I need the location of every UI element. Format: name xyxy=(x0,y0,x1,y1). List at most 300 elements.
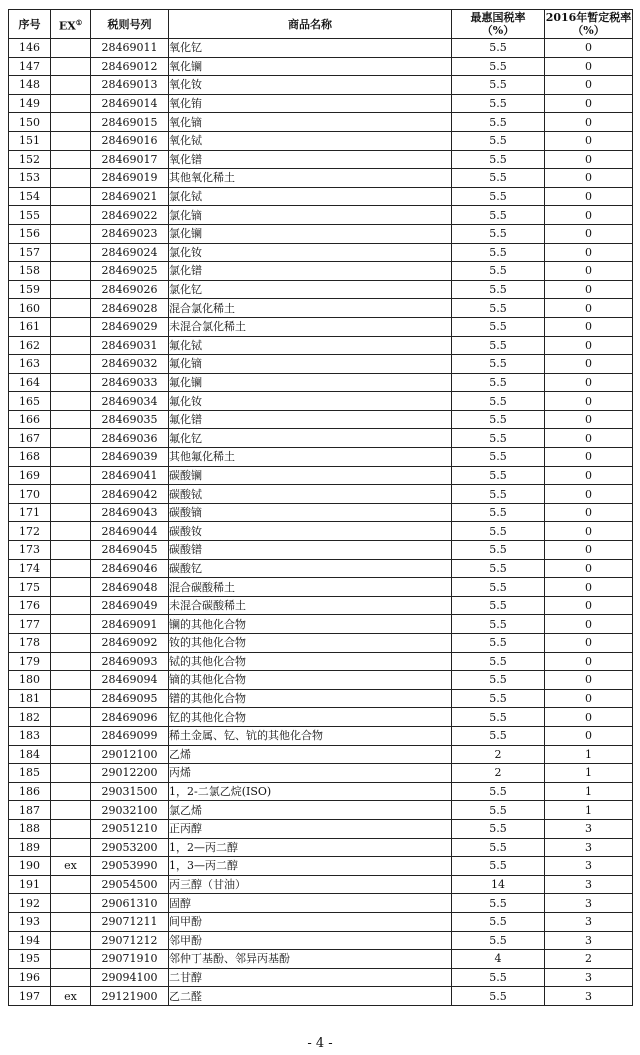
cell-mfn-rate: 2 xyxy=(452,745,545,764)
cell-code: 29121900 xyxy=(91,987,169,1006)
cell-ex xyxy=(51,113,91,132)
cell-ex xyxy=(51,745,91,764)
cell-code: 28469041 xyxy=(91,466,169,485)
cell-ex xyxy=(51,429,91,448)
cell-mfn-rate: 5.5 xyxy=(452,578,545,597)
cell-ex xyxy=(51,169,91,188)
table-row xyxy=(9,466,633,485)
cell-seq: 187 xyxy=(9,801,51,820)
cell-seq: 161 xyxy=(9,317,51,336)
cell-seq: 150 xyxy=(9,113,51,132)
cell-ex xyxy=(51,448,91,467)
cell-code: 29094100 xyxy=(91,968,169,987)
cell-mfn-rate: 5.5 xyxy=(452,187,545,206)
cell-provisional-rate: 0 xyxy=(545,559,633,578)
table-row xyxy=(9,615,633,634)
cell-provisional-rate: 3 xyxy=(545,875,633,894)
table-row xyxy=(9,782,633,801)
cell-ex xyxy=(51,541,91,560)
cell-name: 氯化镝 xyxy=(169,206,452,225)
cell-mfn-rate: 5.5 xyxy=(452,39,545,58)
cell-mfn-rate: 5.5 xyxy=(452,392,545,411)
cell-name: 氯化镨 xyxy=(169,262,452,281)
cell-ex xyxy=(51,131,91,150)
cell-provisional-rate: 0 xyxy=(545,336,633,355)
cell-mfn-rate: 5.5 xyxy=(452,224,545,243)
cell-code: 28469022 xyxy=(91,206,169,225)
cell-name: 邻甲酚 xyxy=(169,931,452,950)
cell-name: 氧化镧 xyxy=(169,57,452,76)
cell-provisional-rate: 0 xyxy=(545,224,633,243)
table-header-row xyxy=(9,10,633,39)
cell-ex xyxy=(51,726,91,745)
cell-code: 28469029 xyxy=(91,317,169,336)
cell-ex xyxy=(51,373,91,392)
cell-provisional-rate: 0 xyxy=(545,187,633,206)
cell-seq: 168 xyxy=(9,448,51,467)
header-ex xyxy=(51,10,91,39)
cell-name: 碳酸钕 xyxy=(169,522,452,541)
cell-code: 28469091 xyxy=(91,615,169,634)
cell-provisional-rate: 0 xyxy=(545,373,633,392)
cell-seq: 159 xyxy=(9,280,51,299)
cell-ex xyxy=(51,94,91,113)
cell-ex xyxy=(51,652,91,671)
cell-code: 28469031 xyxy=(91,336,169,355)
cell-seq: 176 xyxy=(9,596,51,615)
cell-mfn-rate: 5.5 xyxy=(452,987,545,1006)
cell-ex xyxy=(51,262,91,281)
cell-mfn-rate: 5.5 xyxy=(452,522,545,541)
cell-mfn-rate: 5.5 xyxy=(452,373,545,392)
cell-name: 氧化铽 xyxy=(169,131,452,150)
table-row xyxy=(9,912,633,931)
cell-code: 28469033 xyxy=(91,373,169,392)
cell-ex xyxy=(51,206,91,225)
cell-mfn-rate: 4 xyxy=(452,950,545,969)
cell-code: 28469036 xyxy=(91,429,169,448)
cell-provisional-rate: 1 xyxy=(545,764,633,783)
table-row xyxy=(9,559,633,578)
cell-mfn-rate: 5.5 xyxy=(452,596,545,615)
table-row xyxy=(9,931,633,950)
cell-code: 28469045 xyxy=(91,541,169,560)
cell-name: 1，3—丙二醇 xyxy=(169,857,452,876)
cell-provisional-rate: 0 xyxy=(545,262,633,281)
cell-code: 28469025 xyxy=(91,262,169,281)
cell-provisional-rate: 0 xyxy=(545,280,633,299)
table-row xyxy=(9,187,633,206)
cell-provisional-rate: 0 xyxy=(545,671,633,690)
cell-mfn-rate: 5.5 xyxy=(452,857,545,876)
cell-name: 乙二醛 xyxy=(169,987,452,1006)
cell-mfn-rate: 5.5 xyxy=(452,280,545,299)
cell-mfn-rate: 5.5 xyxy=(452,243,545,262)
cell-code: 28469024 xyxy=(91,243,169,262)
table-row xyxy=(9,485,633,504)
cell-ex xyxy=(51,764,91,783)
cell-ex xyxy=(51,689,91,708)
cell-name: 丙烯 xyxy=(169,764,452,783)
cell-name: 氟化铽 xyxy=(169,336,452,355)
cell-mfn-rate: 5.5 xyxy=(452,894,545,913)
cell-ex xyxy=(51,280,91,299)
cell-seq: 172 xyxy=(9,522,51,541)
cell-ex xyxy=(51,336,91,355)
cell-mfn-rate: 5.5 xyxy=(452,150,545,169)
cell-code: 28469048 xyxy=(91,578,169,597)
cell-mfn-rate: 5.5 xyxy=(452,689,545,708)
table-row xyxy=(9,875,633,894)
table-row xyxy=(9,113,633,132)
cell-name: 氯化铽 xyxy=(169,187,452,206)
cell-name: 钕的其他化合物 xyxy=(169,634,452,653)
cell-code: 28469039 xyxy=(91,448,169,467)
cell-code: 29012200 xyxy=(91,764,169,783)
table-row xyxy=(9,76,633,95)
cell-name: 氟化镝 xyxy=(169,355,452,374)
cell-provisional-rate: 0 xyxy=(545,317,633,336)
cell-mfn-rate: 5.5 xyxy=(452,57,545,76)
cell-provisional-rate: 0 xyxy=(545,689,633,708)
cell-provisional-rate: 0 xyxy=(545,485,633,504)
cell-name: 乙烯 xyxy=(169,745,452,764)
cell-name: 稀土金属、钇、钪的其他化合物 xyxy=(169,726,452,745)
table-row xyxy=(9,317,633,336)
cell-code: 28469026 xyxy=(91,280,169,299)
table-row xyxy=(9,206,633,225)
cell-seq: 166 xyxy=(9,410,51,429)
cell-seq: 189 xyxy=(9,838,51,857)
cell-code: 28469096 xyxy=(91,708,169,727)
cell-ex xyxy=(51,559,91,578)
cell-seq: 179 xyxy=(9,652,51,671)
cell-name: 正丙醇 xyxy=(169,819,452,838)
cell-name: 氧化钇 xyxy=(169,39,452,58)
cell-mfn-rate: 5.5 xyxy=(452,708,545,727)
cell-code: 29054500 xyxy=(91,875,169,894)
cell-mfn-rate: 5.5 xyxy=(452,355,545,374)
table-row xyxy=(9,652,633,671)
cell-provisional-rate: 0 xyxy=(545,299,633,318)
cell-mfn-rate: 5.5 xyxy=(452,262,545,281)
cell-name: 其他氧化稀土 xyxy=(169,169,452,188)
cell-provisional-rate: 0 xyxy=(545,466,633,485)
cell-seq: 157 xyxy=(9,243,51,262)
cell-ex xyxy=(51,838,91,857)
cell-ex xyxy=(51,894,91,913)
cell-seq: 195 xyxy=(9,950,51,969)
cell-seq: 194 xyxy=(9,931,51,950)
cell-code: 28469095 xyxy=(91,689,169,708)
cell-ex xyxy=(51,317,91,336)
table-row xyxy=(9,541,633,560)
cell-ex xyxy=(51,634,91,653)
cell-mfn-rate: 2 xyxy=(452,764,545,783)
cell-provisional-rate: 3 xyxy=(545,912,633,931)
cell-seq: 169 xyxy=(9,466,51,485)
table-row xyxy=(9,968,633,987)
cell-seq: 167 xyxy=(9,429,51,448)
cell-provisional-rate: 0 xyxy=(545,615,633,634)
cell-provisional-rate: 0 xyxy=(545,448,633,467)
cell-code: 28469092 xyxy=(91,634,169,653)
cell-name: 铽的其他化合物 xyxy=(169,652,452,671)
cell-name: 氧化镨 xyxy=(169,150,452,169)
cell-ex xyxy=(51,875,91,894)
cell-code: 29051210 xyxy=(91,819,169,838)
cell-provisional-rate: 0 xyxy=(545,429,633,448)
cell-name: 二甘醇 xyxy=(169,968,452,987)
cell-mfn-rate: 5.5 xyxy=(452,485,545,504)
cell-provisional-rate: 0 xyxy=(545,150,633,169)
cell-mfn-rate: 5.5 xyxy=(452,634,545,653)
table-row xyxy=(9,857,633,876)
cell-seq: 192 xyxy=(9,894,51,913)
cell-seq: 171 xyxy=(9,503,51,522)
cell-seq: 182 xyxy=(9,708,51,727)
cell-ex xyxy=(51,671,91,690)
cell-seq: 193 xyxy=(9,912,51,931)
cell-code: 29071212 xyxy=(91,931,169,950)
cell-seq: 163 xyxy=(9,355,51,374)
cell-code: 28469014 xyxy=(91,94,169,113)
cell-code: 28469046 xyxy=(91,559,169,578)
cell-provisional-rate: 0 xyxy=(545,634,633,653)
cell-name: 氯化钇 xyxy=(169,280,452,299)
table-row xyxy=(9,726,633,745)
cell-provisional-rate: 3 xyxy=(545,968,633,987)
cell-name: 碳酸钇 xyxy=(169,559,452,578)
cell-code: 29061310 xyxy=(91,894,169,913)
header-ex-label: EX xyxy=(58,19,76,33)
cell-seq: 196 xyxy=(9,968,51,987)
header-name: 商品名称 xyxy=(169,10,452,39)
cell-code: 28469042 xyxy=(91,485,169,504)
cell-name: 其他氟化稀土 xyxy=(169,448,452,467)
cell-seq: 147 xyxy=(9,57,51,76)
cell-seq: 155 xyxy=(9,206,51,225)
cell-ex xyxy=(51,801,91,820)
cell-mfn-rate: 5.5 xyxy=(452,503,545,522)
cell-name: 镝的其他化合物 xyxy=(169,671,452,690)
cell-seq: 173 xyxy=(9,541,51,560)
cell-seq: 156 xyxy=(9,224,51,243)
cell-provisional-rate: 2 xyxy=(545,950,633,969)
table-body xyxy=(9,39,633,1006)
table-row xyxy=(9,410,633,429)
cell-seq: 158 xyxy=(9,262,51,281)
cell-provisional-rate: 3 xyxy=(545,857,633,876)
cell-seq: 190 xyxy=(9,857,51,876)
table-row xyxy=(9,950,633,969)
cell-name: 碳酸镨 xyxy=(169,541,452,560)
cell-seq: 184 xyxy=(9,745,51,764)
cell-mfn-rate: 5.5 xyxy=(452,94,545,113)
cell-name: 氧化镝 xyxy=(169,113,452,132)
cell-mfn-rate: 5.5 xyxy=(452,912,545,931)
cell-name: 混合碳酸稀土 xyxy=(169,578,452,597)
cell-provisional-rate: 0 xyxy=(545,652,633,671)
cell-mfn-rate: 5.5 xyxy=(452,838,545,857)
header-mfn-line1: 最惠国税率 xyxy=(470,11,526,24)
table-row xyxy=(9,373,633,392)
cell-provisional-rate: 0 xyxy=(545,541,633,560)
table-row xyxy=(9,336,633,355)
cell-seq: 160 xyxy=(9,299,51,318)
cell-name: 碳酸镝 xyxy=(169,503,452,522)
cell-ex: ex xyxy=(51,857,91,876)
table-row xyxy=(9,745,633,764)
cell-provisional-rate: 3 xyxy=(545,894,633,913)
cell-seq: 185 xyxy=(9,764,51,783)
cell-mfn-rate: 5.5 xyxy=(452,131,545,150)
cell-seq: 186 xyxy=(9,782,51,801)
cell-provisional-rate: 3 xyxy=(545,819,633,838)
table-row xyxy=(9,429,633,448)
header-mfn-line2: （%） xyxy=(481,24,515,37)
cell-provisional-rate: 0 xyxy=(545,39,633,58)
cell-seq: 162 xyxy=(9,336,51,355)
cell-name: 混合氯化稀土 xyxy=(169,299,452,318)
cell-provisional-rate: 0 xyxy=(545,708,633,727)
cell-name: 1，2—丙二醇 xyxy=(169,838,452,857)
cell-provisional-rate: 0 xyxy=(545,206,633,225)
table-row xyxy=(9,838,633,857)
cell-ex xyxy=(51,596,91,615)
cell-code: 28469049 xyxy=(91,596,169,615)
cell-provisional-rate: 0 xyxy=(545,410,633,429)
cell-mfn-rate: 5.5 xyxy=(452,113,545,132)
cell-mfn-rate: 5.5 xyxy=(452,169,545,188)
cell-code: 29053990 xyxy=(91,857,169,876)
cell-code: 28469034 xyxy=(91,392,169,411)
cell-provisional-rate: 3 xyxy=(545,987,633,1006)
cell-ex xyxy=(51,503,91,522)
cell-mfn-rate: 14 xyxy=(452,875,545,894)
cell-seq: 146 xyxy=(9,39,51,58)
cell-ex xyxy=(51,187,91,206)
table-row xyxy=(9,708,633,727)
cell-code: 28469019 xyxy=(91,169,169,188)
cell-name: 氟化钇 xyxy=(169,429,452,448)
cell-ex xyxy=(51,708,91,727)
cell-mfn-rate: 5.5 xyxy=(452,76,545,95)
cell-seq: 197 xyxy=(9,987,51,1006)
cell-provisional-rate: 3 xyxy=(545,838,633,857)
page-number: - 4 - xyxy=(307,1036,333,1051)
cell-name: 氯化镧 xyxy=(169,224,452,243)
header-code: 税则号列 xyxy=(91,10,169,39)
cell-ex xyxy=(51,782,91,801)
cell-name: 氯乙烯 xyxy=(169,801,452,820)
table-row xyxy=(9,392,633,411)
cell-mfn-rate: 5.5 xyxy=(452,410,545,429)
cell-provisional-rate: 0 xyxy=(545,522,633,541)
cell-ex xyxy=(51,410,91,429)
table-row xyxy=(9,150,633,169)
table-row xyxy=(9,764,633,783)
header-prov-line2: （%） xyxy=(572,24,605,37)
table-row xyxy=(9,131,633,150)
cell-code: 29071211 xyxy=(91,912,169,931)
table-row xyxy=(9,671,633,690)
cell-code: 28469015 xyxy=(91,113,169,132)
cell-ex xyxy=(51,615,91,634)
cell-seq: 181 xyxy=(9,689,51,708)
cell-seq: 153 xyxy=(9,169,51,188)
cell-code: 28469044 xyxy=(91,522,169,541)
cell-name: 钇的其他化合物 xyxy=(169,708,452,727)
table-row xyxy=(9,448,633,467)
cell-seq: 175 xyxy=(9,578,51,597)
cell-code: 28469099 xyxy=(91,726,169,745)
cell-ex xyxy=(51,819,91,838)
cell-ex xyxy=(51,392,91,411)
cell-provisional-rate: 0 xyxy=(545,169,633,188)
cell-provisional-rate: 1 xyxy=(545,801,633,820)
cell-name: 固醇 xyxy=(169,894,452,913)
cell-mfn-rate: 5.5 xyxy=(452,652,545,671)
cell-ex xyxy=(51,931,91,950)
cell-mfn-rate: 5.5 xyxy=(452,726,545,745)
cell-code: 28469023 xyxy=(91,224,169,243)
cell-name: 氟化镨 xyxy=(169,410,452,429)
cell-code: 29053200 xyxy=(91,838,169,857)
cell-ex xyxy=(51,355,91,374)
cell-code: 28469035 xyxy=(91,410,169,429)
table-row xyxy=(9,578,633,597)
cell-seq: 191 xyxy=(9,875,51,894)
cell-mfn-rate: 5.5 xyxy=(452,671,545,690)
cell-provisional-rate: 1 xyxy=(545,782,633,801)
cell-ex xyxy=(51,299,91,318)
cell-name: 丙三醇（甘油） xyxy=(169,875,452,894)
cell-code: 28469021 xyxy=(91,187,169,206)
cell-code: 28469093 xyxy=(91,652,169,671)
cell-code: 28469094 xyxy=(91,671,169,690)
cell-seq: 154 xyxy=(9,187,51,206)
cell-provisional-rate: 0 xyxy=(545,57,633,76)
cell-ex xyxy=(51,466,91,485)
cell-code: 28469028 xyxy=(91,299,169,318)
cell-provisional-rate: 0 xyxy=(545,243,633,262)
table-row xyxy=(9,819,633,838)
cell-name: 未混合碳酸稀土 xyxy=(169,596,452,615)
cell-ex xyxy=(51,39,91,58)
cell-name: 镨的其他化合物 xyxy=(169,689,452,708)
cell-seq: 188 xyxy=(9,819,51,838)
table-row xyxy=(9,503,633,522)
header-ex-footnote-mark: ① xyxy=(75,17,83,27)
table-row xyxy=(9,57,633,76)
cell-ex xyxy=(51,76,91,95)
cell-seq: 180 xyxy=(9,671,51,690)
cell-code: 29071910 xyxy=(91,950,169,969)
cell-code: 29032100 xyxy=(91,801,169,820)
cell-mfn-rate: 5.5 xyxy=(452,615,545,634)
table-row xyxy=(9,262,633,281)
table-row xyxy=(9,224,633,243)
table-row xyxy=(9,522,633,541)
cell-code: 29012100 xyxy=(91,745,169,764)
cell-provisional-rate: 0 xyxy=(545,596,633,615)
cell-seq: 164 xyxy=(9,373,51,392)
cell-name: 氧化钕 xyxy=(169,76,452,95)
cell-seq: 174 xyxy=(9,559,51,578)
cell-mfn-rate: 5.5 xyxy=(452,541,545,560)
cell-ex xyxy=(51,150,91,169)
